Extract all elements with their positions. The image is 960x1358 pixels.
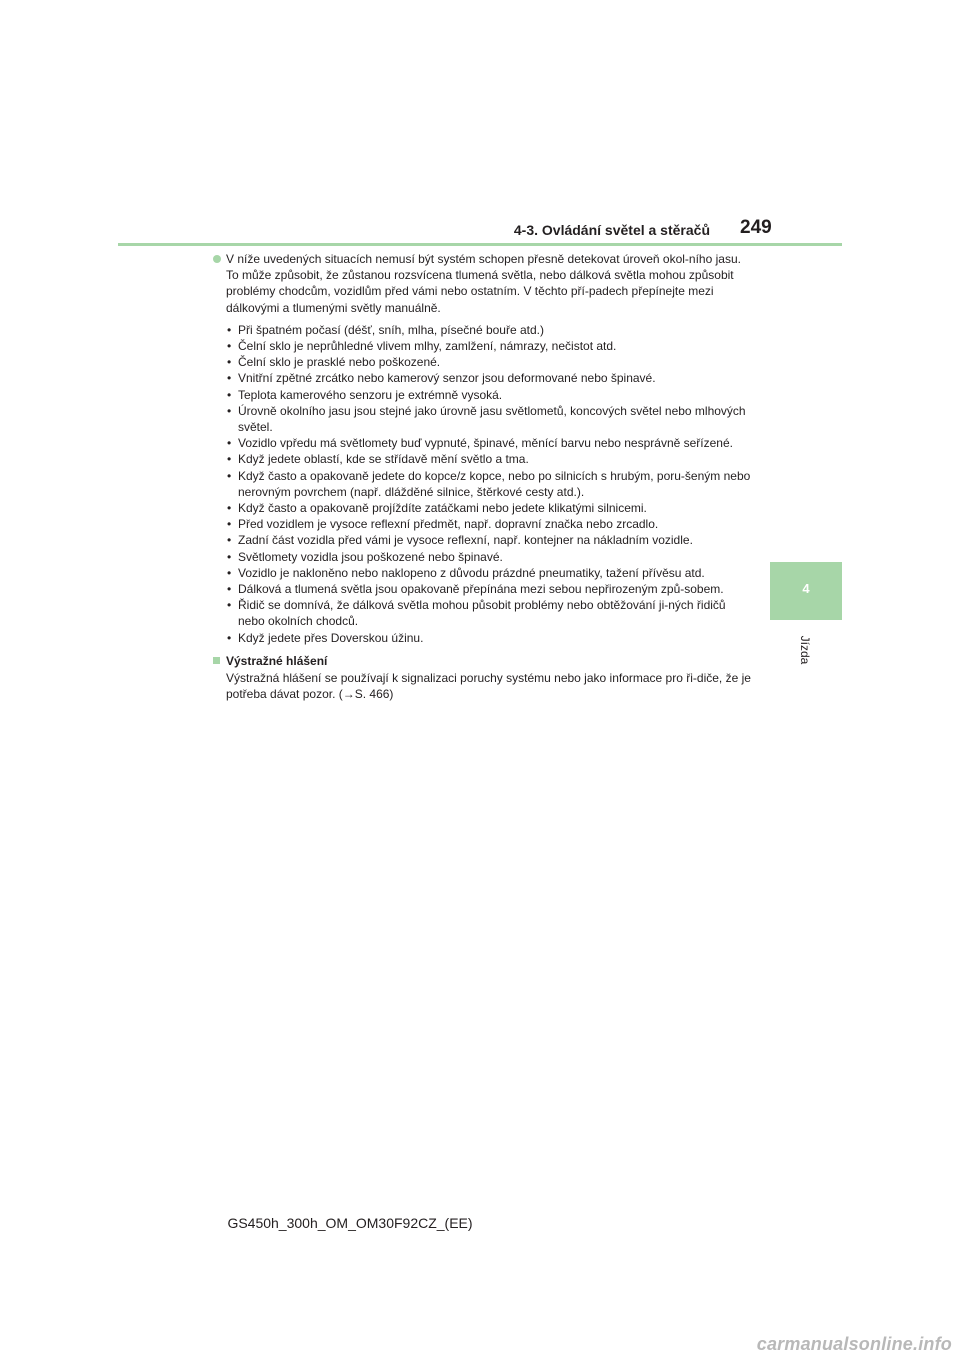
- bullet-icon: •: [227, 355, 232, 370]
- warning-section-title: Výstražné hlášení: [226, 653, 328, 668]
- list-item: [226, 451, 755, 467]
- list-item-text: Při špatném počasí (déšť, sníh, mlha, písečné bouře atd.): [238, 322, 544, 337]
- bullet-icon: •: [227, 517, 232, 532]
- chapter-label: [797, 632, 813, 668]
- circle-bullet-icon: [213, 255, 221, 263]
- page-content: [210, 251, 755, 702]
- warning-section-body: Výstražná hlášení se používají k signalizaci poruchy systému nebo jako informace pro ři-diče, že je potřeba dávat pozor. (→S. 466): [226, 671, 751, 702]
- list-item-text: Čelní sklo je neprůhledné vlivem mlhy, zamlžení, námrazy, nečistot atd.: [238, 339, 617, 354]
- list-item: [226, 581, 755, 597]
- list-item: [226, 597, 755, 629]
- list-item-text: Úrovně okolního jasu jsou stejné jako úrovně jasu světlometů, koncových světel nebo mlhových světel.: [238, 403, 746, 435]
- bullet-icon: •: [227, 582, 232, 597]
- list-item-text: Světlomety vozidla jsou poškozené nebo špinavé.: [238, 549, 503, 564]
- bullet-icon: •: [227, 630, 232, 645]
- bullet-icon: •: [227, 565, 232, 580]
- header-divider: [118, 243, 842, 246]
- bullet-icon: •: [227, 339, 232, 354]
- list-item-text: Když často a opakovaně jedete do kopce/z kopce, nebo po silnicích s hrubým, poru-šeným nebo nerovným povrchem (např. dlážděné silnice, štěrkové cesty atd.).: [238, 468, 751, 499]
- chapter-tab: [770, 562, 842, 620]
- bullet-icon: •: [227, 371, 232, 386]
- bullet-icon: •: [227, 436, 232, 451]
- list-item: [226, 322, 755, 338]
- list-item-text: Když často a opakovaně projíždíte zatáčkami nebo jedete klikatými silnicemi.: [238, 501, 647, 516]
- bullet-icon: •: [227, 501, 232, 516]
- list-item-text: Řidič se domnívá, že dálková světla mohou působit problémy nebo obtěžování ji-ných řidičů nebo okolních chodců.: [238, 598, 726, 629]
- bullet-icon: •: [227, 549, 232, 564]
- chapter-number: 4: [802, 581, 810, 596]
- condition-list: [210, 322, 755, 646]
- bullet-icon: •: [227, 598, 232, 613]
- list-item: [226, 387, 755, 403]
- list-item-text: Vnitřní zpětné zrcátko nebo kamerový senzor jsou deformované nebo špinavé.: [238, 371, 656, 386]
- bullet-icon: •: [227, 322, 232, 337]
- list-item-text: Zadní část vozidla před vámi je vysoce reflexní, např. kontejner na nákladním vozidle.: [238, 533, 693, 548]
- watermark: [710, 1328, 960, 1358]
- list-item-text: Dálková a tlumená světla jsou opakovaně přepínána mezi sebou nepřirozeným způ-sobem.: [238, 582, 724, 597]
- watermark-text: carmanualsonline.info: [756, 1334, 952, 1354]
- square-bullet-icon: [213, 657, 220, 664]
- intro-paragraph: [210, 251, 755, 316]
- list-item-text: Vozidlo vpředu má světlomety buď vypnuté, špinavé, měnící barvu nebo nesprávně seřízené.: [238, 436, 733, 451]
- list-item: [226, 516, 755, 532]
- bullet-icon: •: [227, 533, 232, 548]
- list-item: [226, 468, 755, 500]
- list-item: [226, 403, 755, 435]
- list-item: [226, 500, 755, 516]
- list-item: [226, 435, 755, 451]
- list-item-text: Čelní sklo je prasklé nebo poškozené.: [238, 355, 441, 370]
- list-item-text: Když jedete oblastí, kde se střídavě mění světlo a tma.: [238, 452, 529, 467]
- list-item: [226, 354, 755, 370]
- list-item: [226, 370, 755, 386]
- list-item-text: Teplota kamerového senzoru je extrémně vysoká.: [238, 387, 503, 402]
- list-item: [226, 565, 755, 581]
- list-item: [226, 532, 755, 548]
- warning-section: [210, 653, 755, 703]
- manual-code: GS450h_300h_OM_OM30F92CZ_(EE): [227, 1215, 473, 1231]
- list-item: [226, 549, 755, 565]
- bullet-icon: •: [227, 387, 232, 402]
- list-item-text: Když jedete přes Doverskou úžinu.: [238, 630, 424, 645]
- bullet-icon: •: [227, 452, 232, 467]
- bullet-icon: •: [227, 403, 232, 418]
- intro-text: V níže uvedených situacích nemusí být systém schopen přesně detekovat úroveň okol-ního jasu. To může způsobit, že zůstanou rozsvícena tlumená světla, nebo dálková světla mohou způsobit problémy chodcům, vozidlům před vámi nebo ostatním. V těchto pří-padech přepínejte mezi dálkovými a tlumenými světly manuálně.: [226, 252, 741, 315]
- chapter-label-text: Jízda: [798, 635, 812, 665]
- list-item-text: Před vozidlem je vysoce reflexní předmět, např. dopravní značka nebo zrcadlo.: [238, 517, 659, 532]
- list-item: [226, 630, 755, 646]
- list-item: [226, 338, 755, 354]
- list-item-text: Vozidlo je nakloněno nebo naklopeno z důvodu prázdné pneumatiky, tažení přívěsu atd.: [238, 565, 705, 580]
- page-number: 249: [740, 217, 772, 238]
- bullet-icon: •: [227, 468, 232, 483]
- section-title: 4-3. Ovládání světel a stěračů: [513, 222, 710, 238]
